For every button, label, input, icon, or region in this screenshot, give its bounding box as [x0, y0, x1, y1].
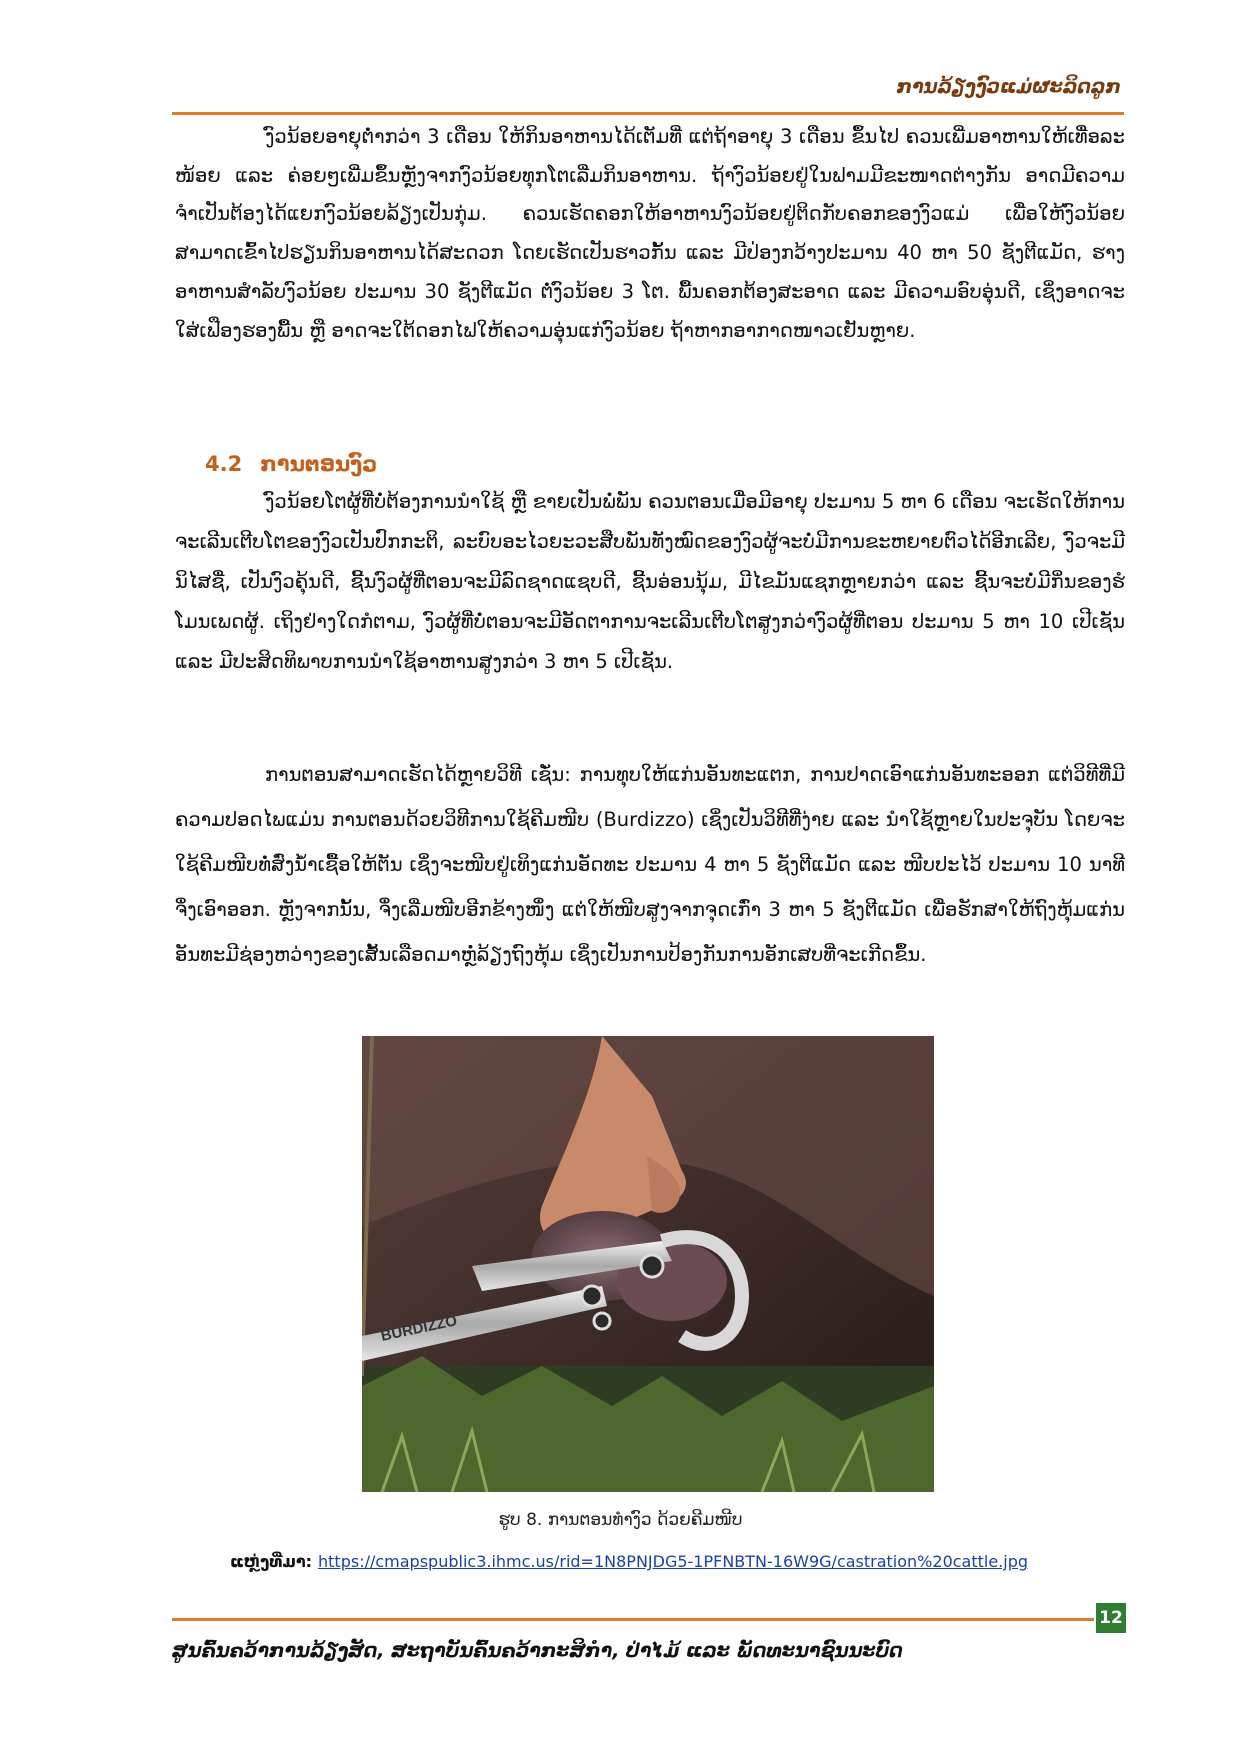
section-paragraph-2: ການຕອນສາມາດເຮັດໄດ້ຫຼາຍວິທີ ເຊັ່ນ: ການທຸບໃຫ້ແກ່ນອັນທະແຕກ, ການປາດເອົາແກ່ນອັນທະອອກ ແຕ່ວິທີທີ່ມີຄວາມປອດໄພແມ່ນ ການຕອນດ້ວຍວິທີການໃຊ້ຄີມໜີບ (Burdizzo) ເຊິ່ງເປັນວິທີທີ່ງ່າຍ ແລະ ນຳໃຊ້ຫຼາຍໃນປະຈຸບັນ ໂດຍຈະໃຊ້ຄີມໜີບທໍ່ສົ່ງນ້ຳເຊື້ອໃຫ້ຕັນ ເຊິ່ງຈະໜີບຢູ່ເທິງແກ່ນອັດທະ ປະມານ 4 ຫາ 5 ຊັງຕີແມັດ ແລະ ໜີບປະໄວ້ ປະມານ 10 ນາທີ ຈຶ່ງເອົາອອກ. ຫຼັງຈາກນັ້ນ, ຈຶ່ງເລີ່ມໜີບອີກຂ້າງໜຶ່ງ ແຕ່ໃຫ້ໜີບສູງຈາກຈຸດເກົ່າ 3 ຫາ 5 ຊັງຕີແມັດ ເພື່ອຮັກສາໃຫ້ຖົງຫຸ້ມແກ່ນອັນທະມີຊ່ອງຫວ່າງຂອງເສັ້ນເລືອດມາຫຼໍ່ລ້ຽງຖົງຫຸ້ມ ເຊິ່ງເປັນການປ້ອງກັນການອັກເສບທີ່ຈະເກີດຂຶ້ນ. — [175, 763, 1125, 966]
header-rule — [172, 112, 1124, 115]
section-paragraph-2-block — [175, 752, 1125, 977]
intro-paragraph: ງົວນ້ອຍອາຍຸຕ່ຳກວ່າ 3 ເດືອນ ໃຫ້ກິນອາຫານໄດ້ເຕັມທີ່ ແຕ່ຖ້າອາຍຸ 3 ເດືອນ ຂຶ້ນໄປ ຄວນເພີ່ມອາຫານໃຫ້ເທື່ອລະໜ້ອຍ ແລະ ຄ່ອຍໆເພີ່ມຂຶ້ນຫຼັງຈາກງົວນ້ອຍທຸກໂຕເລີ່ມກິນອາຫານ. ຖ້າງົວນ້ອຍຢູ່ໃນຟາມມີຂະໜາດຕ່າງກັນ ອາດມີຄວາມຈຳເປັນຕ້ອງໄດ້ແຍກງົວນ້ອຍລ້ຽງເປັນກຸ່ມ. ຄວນເຮັດຄອກໃຫ້ອາຫານງົວນ້ອຍຢູ່ຕິດກັບຄອກຂອງງົວແມ່ ເພື່ອໃຫ້ງົວນ້ອຍສາມາດເຂົ້າໄປຮຽນກິນອາຫານໄດ້ສະດວກ ໂດຍເຮັດເປັນຮາວກັ້ນ ແລະ ມີປ່ອງກວ້າງປະມານ 40 ຫາ 50 ຊັງຕີແມັດ, ຮາງອາຫານສຳລັບງົວນ້ອຍ ປະມານ 30 ຊັງຕີແມັດ ຕໍ່ງົວນ້ອຍ 3 ໂຕ. ພື້ນຄອກຕ້ອງສະອາດ ແລະ ມີຄວາມອົບອຸ່ນດີ, ເຊິ່ງອາດຈະໃສ່ເຟືອງຮອງພື້ນ ຫຼື ອາດຈະໃຕ້ດອກໄຟໃຫ້ຄວາມອຸ່ນແກ່ງົວນ້ອຍ ຖ້າຫາກອາກາດໜາວເຢັນຫຼາຍ. — [175, 125, 1125, 342]
figure-source — [230, 1552, 1028, 1571]
section-paragraph-1-block — [175, 482, 1125, 682]
figure-caption: ຮູບ 8. ການຕອນທຳງົວ ດ້ວຍຄີມໜີບ — [498, 1510, 743, 1530]
section-paragraph-1: ງົວນ້ອຍໂຕຜູ້ທີ່ບໍ່ຕ້ອງການນຳໃຊ້ ຫຼື ຂາຍເປັນພໍ່ພັນ ຄວນຕອນເມື່ອມີອາຍຸ ປະມານ 5 ຫາ 6 ເດືອນ ຈະເຮັດໃຫ້ການຈະເລີນເຕີບໂຕຂອງງົວເປັນປົກກະຕິ, ລະບົບອະໄວຍະວະສືບພັນທັງໝົດຂອງງົວຜູ້ຈະບໍ່ມີການຂະຫຍາຍຕົວໄດ້ອີກເລີຍ, ງົວຈະມີນິໄສຊື່, ເປັນງົວຄຸ້ນດີ, ຊີ້ນງົວຜູ້ທີ່ຕອນຈະມີລົດຊາດແຊບດີ, ຊີ້ນອ່ອນນຸ້ມ, ມີໄຂມັນແຊກຫຼາຍກວ່າ ແລະ ຊີ້ນຈະບໍ່ມີກິ່ນຂອງຮໍໂມນເພດຜູ້. ເຖິງຢ່າງໃດກໍຕາມ, ງົວຜູ້ທີ່ບໍ່ຕອນຈະມີອັດຕາການຈະເລີນເຕີບໂຕສູງກວ່າງົວຜູ້ທີ່ຕອນ ປະມານ 5 ຫາ 10 ເປີເຊັນ ແລະ ມີປະສິດທິພາບການນຳໃຊ້ອາຫານສູງກວ່າ 3 ຫາ 5 ເປີເຊັນ. — [175, 490, 1125, 673]
source-link[interactable]: https://cmapspublic3.ihmc.us/rid=1N8PNJDG5-1PFNBTN-16W9G/castration%20cattle.jpg — [318, 1552, 1029, 1571]
header-title: ການລ້ຽງງົວແມ່ຜະລິດລູກ — [896, 76, 1121, 98]
page-number-badge: 12 — [1096, 1603, 1126, 1633]
footer-rule — [172, 1618, 1094, 1621]
figure-photo — [362, 1036, 934, 1492]
section-heading — [205, 452, 377, 476]
section-number: 4.2 — [205, 452, 243, 476]
intro-text-block — [175, 118, 1125, 350]
castration-photo-illustration — [362, 1036, 934, 1492]
footer-text: ສູນຄົ້ນຄວ້າການລ້ຽງສັດ, ສະຖາບັນຄົ້ນຄວ້າກະສິກຳ, ປ່າໄມ້ ແລະ ພັດທະນາຊົນນະບົດ — [172, 1640, 903, 1662]
source-label: ແຫຼ່ງທີ່ມາ: — [230, 1552, 313, 1571]
tool-brand-label: BURDIZZO — [379, 1312, 459, 1345]
section-title: ການຕອນງົວ — [260, 452, 378, 476]
